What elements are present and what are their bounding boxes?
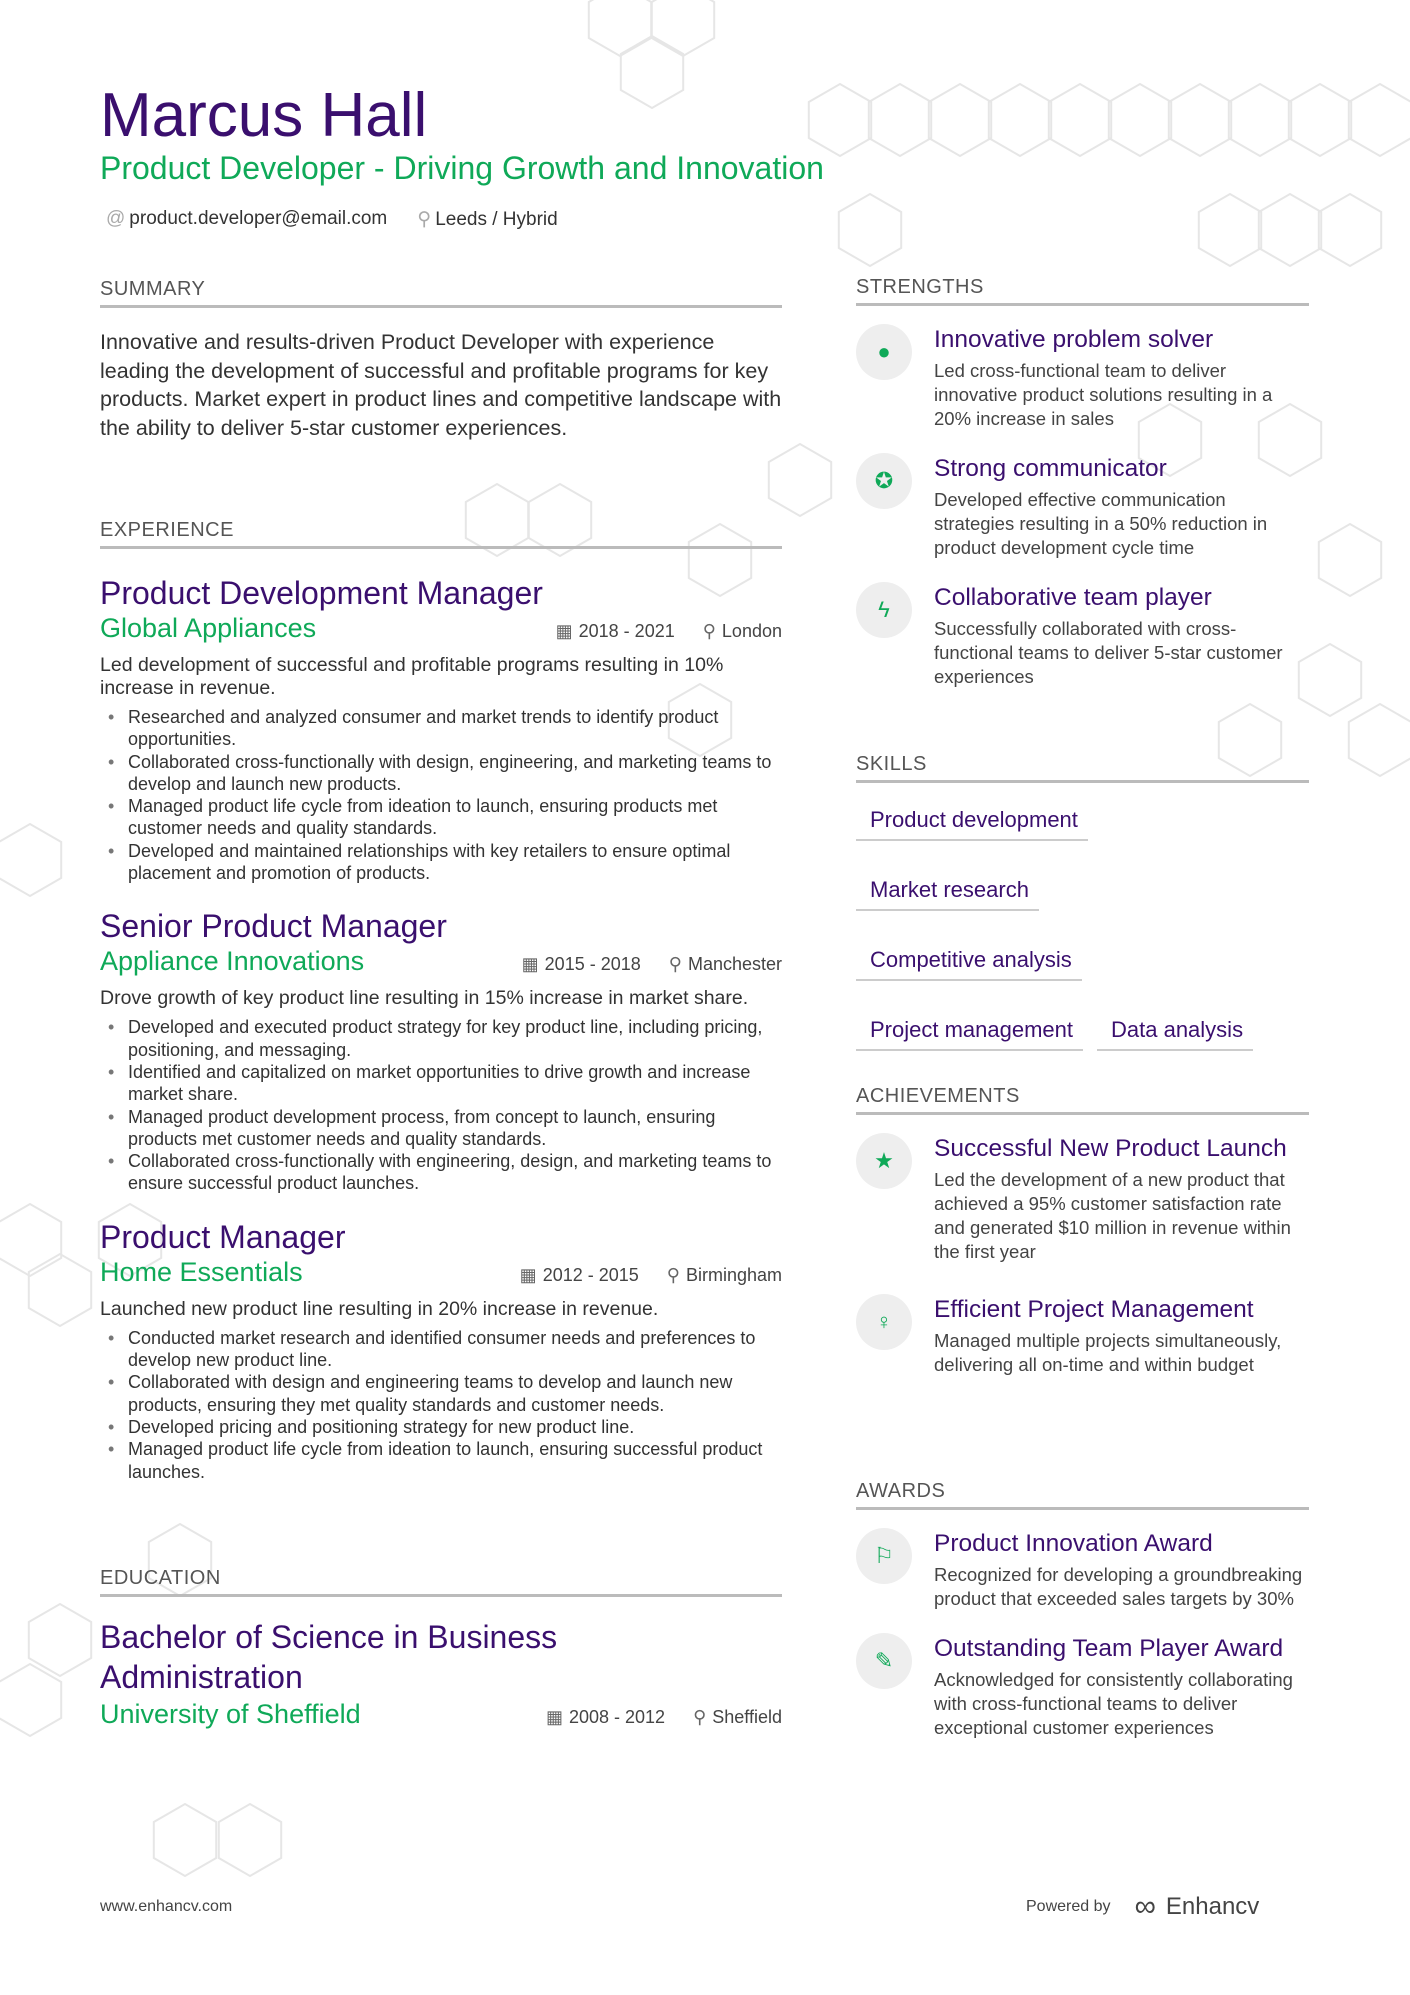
location-text: Manchester bbox=[687, 954, 782, 975]
edu-location bbox=[693, 1707, 782, 1728]
dates-text: 2012 - 2015 bbox=[542, 1264, 639, 1285]
item-title: Collaborative team player bbox=[934, 584, 1212, 611]
calendar-icon: ▦ bbox=[519, 1264, 537, 1285]
hexagon-shape bbox=[29, 1254, 91, 1326]
hexagon-shape bbox=[1199, 194, 1261, 266]
job-entry bbox=[100, 1217, 782, 1483]
job-dates bbox=[522, 954, 641, 975]
hexagon-shape bbox=[839, 194, 901, 266]
dates-text: 2008 - 2012 bbox=[568, 1707, 666, 1727]
skill-tag: Competitive analysis bbox=[856, 947, 1082, 981]
item-title: Innovative problem solver bbox=[934, 326, 1214, 353]
education-section bbox=[100, 1567, 782, 1730]
candidate-title: Product Developer - Driving Growth and Innovation bbox=[100, 150, 824, 186]
bullet-item: • Managed product life cycle from ideation to launch, ensuring products met customer needs and quality standards. bbox=[100, 795, 782, 840]
item-description: Recognized for developing a groundbreaking product that exceeded sales targets by 30% bbox=[934, 1564, 1303, 1609]
item-description: Led cross-functional team to deliver innovative product solutions resulting in a 20% increase in sales bbox=[934, 360, 1273, 429]
job-location bbox=[703, 621, 782, 642]
flag-icon: ⚐ bbox=[856, 1528, 912, 1584]
email[interactable] bbox=[106, 208, 387, 231]
job-description: Led development of successful and profitable programs resulting in 10% increase in revenue. bbox=[100, 654, 724, 699]
location-text: Leeds / Hybrid bbox=[435, 209, 558, 230]
achievements-item bbox=[856, 1294, 1309, 1377]
awards-item bbox=[856, 1633, 1309, 1740]
job-bullets bbox=[100, 1327, 782, 1483]
contact-info bbox=[106, 208, 558, 231]
achievements-section bbox=[856, 1085, 1309, 1377]
award-ribbon-icon: ✪ bbox=[856, 453, 912, 509]
location bbox=[417, 208, 557, 231]
strengths-item bbox=[856, 324, 1309, 431]
bullet-item: • Developed pricing and positioning strategy for new product line. bbox=[100, 1416, 782, 1438]
website-link[interactable]: www.enhancv.com bbox=[100, 1898, 233, 1915]
at-icon: @ bbox=[106, 208, 126, 229]
job-title: Product Manager bbox=[100, 1218, 346, 1255]
item-title: Strong communicator bbox=[934, 455, 1167, 482]
item-description: Developed effective communication strategies resulting in a 50% reduction in product development cycle time bbox=[934, 489, 1268, 558]
bullet-item: • Developed and executed product strategy for key product line, including pricing, positioning, and messaging. bbox=[100, 1016, 782, 1061]
hexagon-shape bbox=[1319, 524, 1381, 596]
location-pin-icon: ⚲ bbox=[668, 954, 682, 975]
hexagon-shape bbox=[989, 84, 1051, 156]
awards-item bbox=[856, 1528, 1309, 1611]
strengths-item bbox=[856, 582, 1309, 689]
job-location bbox=[667, 1265, 782, 1286]
bullet-item: • Collaborated cross-functionally with design, engineering, and marketing teams to develop and launch new products. bbox=[100, 751, 782, 796]
infinity-icon: ∞ bbox=[1134, 1890, 1156, 1923]
hexagon-shape bbox=[652, 0, 714, 56]
hexagon-shape bbox=[621, 36, 683, 108]
head-icon: ● bbox=[856, 324, 912, 380]
item-title: Product Innovation Award bbox=[934, 1530, 1213, 1557]
summary-text: Innovative and results-driven Product Developer with experience leading the development of successful and profitable programs for key products. Market expert in product lines and competitive landscape with the ability to deliver 5-star customer experiences. bbox=[100, 330, 782, 440]
location-pin-icon: ⚲ bbox=[417, 209, 432, 230]
item-description: Acknowledged for consistently collaborating with cross-functional teams to deliver exceptional customer experiences bbox=[934, 1669, 1293, 1738]
edu-dates bbox=[546, 1707, 665, 1728]
hexagon-shape bbox=[809, 84, 871, 156]
bullet-item: • Researched and analyzed consumer and market trends to identify product opportunities. bbox=[100, 706, 782, 751]
star-icon: ★ bbox=[856, 1133, 912, 1189]
skill-tag: Project management bbox=[856, 1017, 1083, 1051]
bullet-item: • Identified and capitalized on market opportunities to drive growth and increase market share. bbox=[100, 1061, 782, 1106]
calendar-icon: ▦ bbox=[545, 1707, 563, 1727]
hexagon-shape bbox=[1349, 704, 1410, 776]
awards-section bbox=[856, 1480, 1309, 1740]
section-heading: AWARDS bbox=[856, 1480, 1309, 1510]
job-description: Drove growth of key product line resulting in 15% increase in market share. bbox=[100, 987, 749, 1010]
item-description: Managed multiple projects simultaneously, delivering all on-time and within budget bbox=[934, 1330, 1282, 1375]
hexagon-shape bbox=[154, 1804, 216, 1876]
bullet-item: • Managed product development process, from concept to launch, ensuring products met customer needs and quality standards. bbox=[100, 1106, 782, 1151]
magic-wand-icon: ✎ bbox=[856, 1633, 912, 1689]
hexagon-shape bbox=[219, 1804, 281, 1876]
company-name: Global Appliances bbox=[100, 613, 317, 643]
location-pin-icon: ⚲ bbox=[693, 1707, 707, 1727]
powered-by-text: Powered by bbox=[1026, 1898, 1111, 1915]
bullet-item: • Managed product life cycle from ideation to launch, ensuring successful product launches. bbox=[100, 1438, 782, 1483]
section-heading: EXPERIENCE bbox=[100, 519, 782, 549]
strengths-section bbox=[856, 276, 1309, 689]
section-heading: SUMMARY bbox=[100, 278, 782, 308]
job-bullets bbox=[100, 1016, 782, 1194]
hexagon-shape bbox=[0, 1204, 61, 1276]
section-heading: ACHIEVEMENTS bbox=[856, 1085, 1309, 1115]
hexagon-shape bbox=[0, 824, 61, 896]
item-description: Successfully collaborated with cross-functional teams to deliver 5-star customer experiences bbox=[934, 618, 1283, 687]
email-text: product.developer@email.com bbox=[129, 208, 388, 229]
item-title: Efficient Project Management bbox=[934, 1296, 1254, 1323]
hexagon-shape bbox=[1349, 84, 1410, 156]
bullet-item: • Collaborated with design and engineering teams to develop and launch new products, ensuring they met quality standards and customer needs. bbox=[100, 1371, 782, 1416]
degree: Bachelor of Science in Business Administration bbox=[100, 1619, 558, 1695]
hexagon-shape bbox=[769, 444, 831, 516]
company-name: Appliance Innovations bbox=[100, 946, 365, 977]
enhancv-logo[interactable] bbox=[1135, 1890, 1260, 1924]
hexagon-shape bbox=[929, 84, 991, 156]
lightning-icon: ϟ bbox=[856, 582, 912, 638]
summary-section bbox=[100, 278, 782, 442]
experience-section bbox=[100, 519, 782, 1483]
hexagon-shape bbox=[1229, 84, 1291, 156]
job-entry bbox=[100, 906, 782, 1194]
bullet-item: • Developed and maintained relationships with key retailers to ensure optimal placement and promotion of products. bbox=[100, 840, 782, 885]
item-title: Outstanding Team Player Award bbox=[934, 1635, 1284, 1662]
job-dates bbox=[556, 621, 675, 642]
location-text: Birmingham bbox=[685, 1264, 782, 1285]
job-title: Senior Product Manager bbox=[100, 908, 447, 945]
hexagon-shape bbox=[1049, 84, 1111, 156]
hexagon-shape bbox=[869, 84, 931, 156]
dates-text: 2015 - 2018 bbox=[544, 954, 641, 975]
bullet-item: • Conducted market research and identified consumer needs and preferences to develop new product line. bbox=[100, 1327, 782, 1372]
job-location bbox=[669, 954, 782, 975]
school: University of Sheffield bbox=[100, 1699, 361, 1729]
brand-text: Enhancv bbox=[1165, 1893, 1260, 1920]
company-name: Home Essentials bbox=[100, 1256, 303, 1287]
hexagon-shape bbox=[1169, 84, 1231, 156]
section-heading: EDUCATION bbox=[100, 1567, 782, 1597]
job-dates bbox=[520, 1265, 639, 1286]
skill-tag: Market research bbox=[856, 877, 1039, 911]
job-bullets bbox=[100, 706, 782, 884]
skill-tag: Data analysis bbox=[1097, 1017, 1253, 1051]
candidate-name: Marcus Hall bbox=[100, 81, 428, 150]
location-text: London bbox=[721, 621, 782, 641]
achievements-item bbox=[856, 1133, 1309, 1264]
lightbulb-icon: ♀ bbox=[856, 1294, 912, 1350]
hexagon-shape bbox=[1259, 194, 1321, 266]
item-title: Successful New Product Launch bbox=[934, 1135, 1287, 1162]
hexagon-shape bbox=[1319, 194, 1381, 266]
hexagon-shape bbox=[589, 0, 651, 56]
calendar-icon: ▦ bbox=[555, 621, 573, 641]
location-text: Sheffield bbox=[712, 1707, 782, 1727]
skills-section bbox=[856, 753, 1309, 1051]
job-description: Launched new product line resulting in 20% increase in revenue. bbox=[100, 1297, 659, 1320]
calendar-icon: ▦ bbox=[521, 954, 539, 975]
section-heading: SKILLS bbox=[856, 753, 1309, 783]
hexagon-shape bbox=[1289, 84, 1351, 156]
location-pin-icon: ⚲ bbox=[702, 621, 716, 641]
item-description: Led the development of a new product that achieved a 95% customer satisfaction rate and generated $10 million in revenue within the first year bbox=[934, 1169, 1291, 1262]
job-title: Product Development Manager bbox=[100, 575, 543, 611]
section-heading: STRENGTHS bbox=[856, 276, 1309, 306]
bullet-item: • Collaborated cross-functionally with engineering, design, and marketing teams to ensure successful product launches. bbox=[100, 1150, 782, 1195]
hexagon-shape bbox=[0, 1664, 61, 1736]
powered-by bbox=[1026, 1890, 1259, 1924]
location-pin-icon: ⚲ bbox=[666, 1264, 680, 1285]
hexagon-shape bbox=[1109, 84, 1171, 156]
job-entry bbox=[100, 573, 782, 884]
skill-tag: Product development bbox=[856, 807, 1088, 841]
strengths-item bbox=[856, 453, 1309, 560]
dates-text: 2018 - 2021 bbox=[578, 621, 675, 641]
hexagon-shape bbox=[29, 1604, 91, 1676]
